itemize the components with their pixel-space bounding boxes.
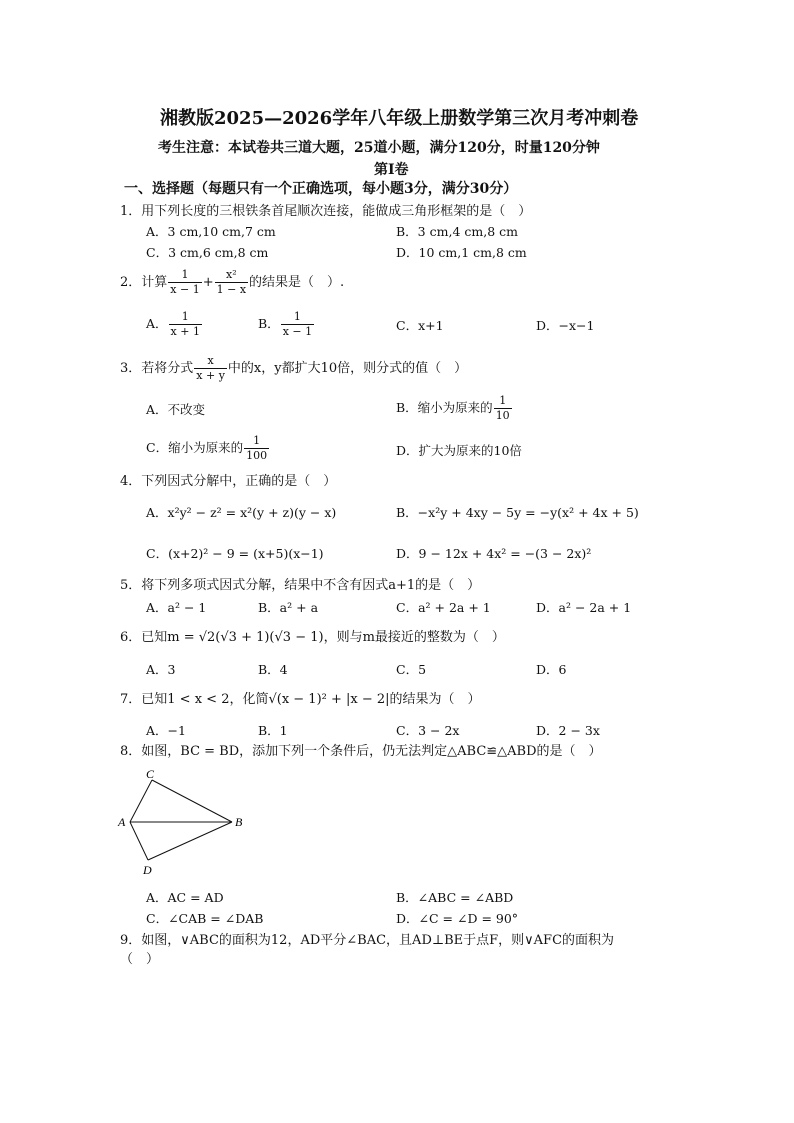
q8-option-a: A．AC = AD — [146, 890, 224, 905]
q8-option-d: D．∠C = ∠D = 90° — [396, 911, 519, 926]
question-9-stem-continued: （ ） — [120, 952, 160, 967]
exam-notice: 考生注意：本试卷共三道大题，25道小题，满分120分，时量120分钟 — [158, 140, 600, 156]
q5-option-c: C．a² + 2a + 1 — [396, 600, 491, 615]
q1-option-b: B．3 cm,4 cm,8 cm — [396, 224, 518, 239]
question-7-stem: 7．已知1 < x < 2，化简√(x − 1)² + |x − 2|的结果为（ ） — [120, 692, 481, 707]
vertex-label-a: A — [118, 815, 126, 829]
q2-stem-prefix: 2．计算 — [120, 275, 168, 290]
q5-option-a: A．a² − 1 — [146, 600, 207, 615]
q6-option-b: B．4 — [258, 662, 288, 677]
q5-option-d: D．a² − 2a + 1 — [536, 600, 632, 615]
edge-ad — [130, 822, 148, 860]
edge-ac — [130, 780, 152, 822]
q2-option-a: A． $\frac{1}{x + 1}$ — [146, 310, 200, 338]
q4-option-c: C．(x+2)² − 9 = (x+5)(x−1) — [146, 546, 324, 561]
q7-option-d: D．2 − 3x — [536, 723, 600, 738]
question-3-stem: 3．若将分式 $\frac{x}{x + y}$ 中的x，y都扩大10倍，则分式的值（ ） — [120, 354, 468, 382]
triangle-figure — [116, 768, 252, 880]
q1-option-d: D．10 cm,1 cm,8 cm — [396, 245, 527, 260]
q1-option-c: C．3 cm,6 cm,8 cm — [146, 245, 269, 260]
q3-option-c: C．缩小为原来的 $\frac{1}{100}$ — [146, 434, 268, 462]
q1-option-a: A．3 cm,10 cm,7 cm — [146, 224, 276, 239]
edge-db — [148, 822, 232, 860]
q7-option-c: C．3 − 2x — [396, 723, 460, 738]
section-heading: 一、选择题（每题只有一个正确选项，每小题3分，满分30分） — [124, 181, 518, 197]
question-1-stem: 1．用下列长度的三根铁条首尾顺次连接，能做成三角形框架的是（ ） — [120, 204, 532, 219]
q6-option-c: C．5 — [396, 662, 427, 677]
q8-option-b: B．∠ABC = ∠ABD — [396, 890, 514, 905]
q4-option-b: B．−x²y + 4xy − 5y = −y(x² + 4x + 5) — [396, 505, 639, 520]
q2-fraction-2: $\frac{\text{x²}}{1 - x}$ — [216, 268, 247, 296]
q2-option-d: D．−x−1 — [536, 318, 595, 333]
vertex-label-d: D — [143, 863, 152, 877]
q6-option-a: A．3 — [146, 662, 176, 677]
q3-option-d: D．扩大为原来的10倍 — [396, 443, 522, 458]
q4-option-a: A．x²y² − z² = x²(y + z)(y − x) — [146, 505, 337, 520]
q2-fraction-1: $\frac{1}{x - 1}$ — [170, 268, 200, 296]
q7-option-b: B．1 — [258, 723, 288, 738]
q5-option-b: B．a² + a — [258, 600, 319, 615]
q6-option-d: D．6 — [536, 662, 567, 677]
question-8-stem: 8．如图，BC = BD，添加下列一个条件后，仍无法判定△ABC≌△ABD的是（ ） — [120, 744, 602, 759]
volume-label: 第I卷 — [374, 162, 409, 178]
q3-fraction: $\frac{x}{x + y}$ — [196, 354, 225, 382]
edge-cb — [152, 780, 232, 822]
question-9-stem: 9．如图，∨ABC的面积为12，AD平分∠BAC，且AD⊥BE于点F，则∨AFC的面积为 — [120, 933, 615, 948]
exam-title: 湘教版2025—2026学年八年级上册数学第三次月考冲刺卷 — [160, 108, 639, 129]
q2-option-c: C．x+1 — [396, 318, 444, 333]
question-6-stem: 6．已知m = √2(√3 + 1)(√3 − 1)，则与m最接近的整数为（ ） — [120, 630, 505, 645]
vertex-label-c: C — [146, 768, 155, 781]
q8-option-c: C．∠CAB = ∠DAB — [146, 911, 264, 926]
question-2-stem: 2．计算 $\frac{1}{x - 1}$ + $\frac{\text{x²}}{1 - x}$ 的结果是（ ）. — [120, 268, 345, 296]
question-5-stem: 5．将下列多项式因式分解，结果中不含有因式a+1的是（ ） — [120, 578, 481, 593]
q3-option-b: B．缩小为原来的 $\frac{1}{10}$ — [396, 394, 510, 422]
q4-option-d: D．9 − 12x + 4x² = −(3 − 2x)² — [396, 546, 592, 561]
question-4-stem: 4．下列因式分解中，正确的是（ ） — [120, 474, 337, 489]
q7-option-a: A．−1 — [146, 723, 186, 738]
q2-option-b: B． $\frac{1}{x - 1}$ — [258, 310, 313, 338]
vertex-label-b: B — [235, 815, 243, 829]
q3-option-a: A．不改变 — [146, 402, 206, 417]
q2-stem-suffix: 的结果是（ ）. — [249, 275, 345, 290]
